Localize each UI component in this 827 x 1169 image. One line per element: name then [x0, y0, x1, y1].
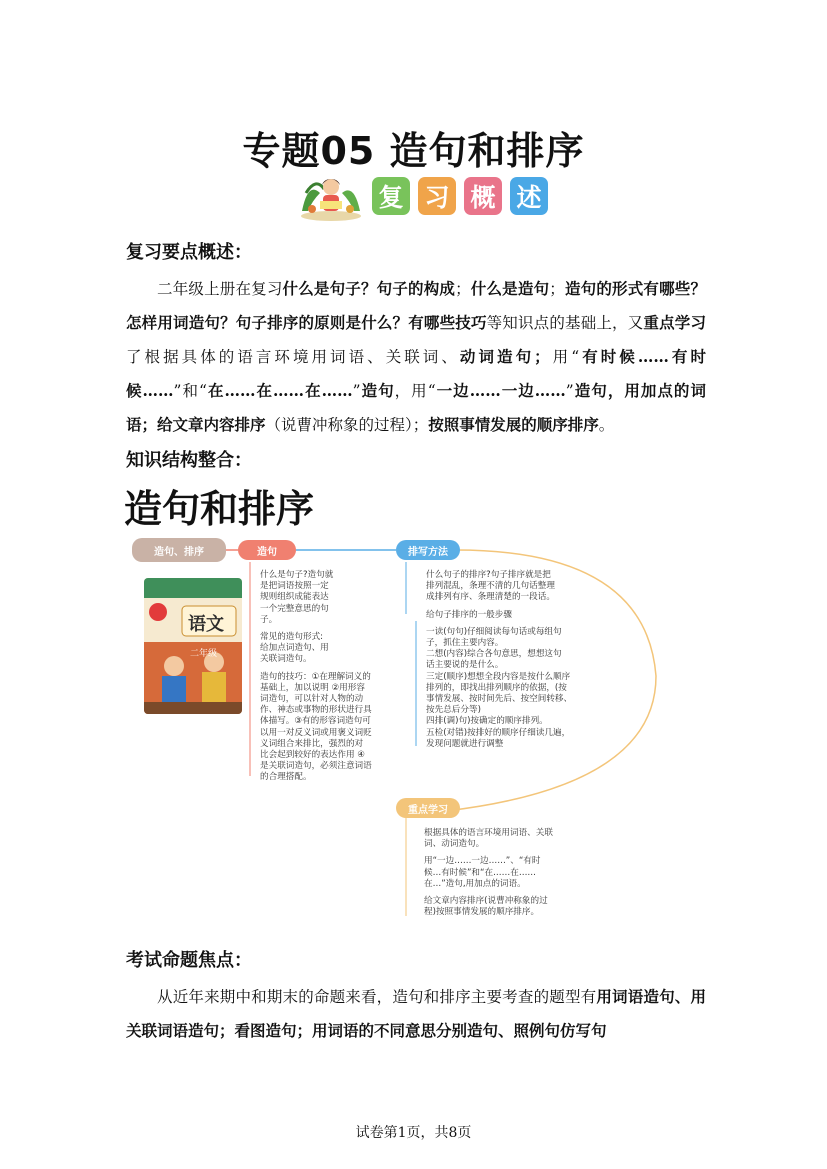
text-segment: 从近年来期中和期末的命题来看，造句和排序主要考查的题型有 [157, 988, 597, 1006]
mindmap-text-line: 义词组合来排比，强烈的对 [260, 738, 364, 749]
mindmap-text-line: 给文章内容排序(说曹冲称象的过 [424, 896, 548, 906]
mindmap-text-line: 什么句子的排序?句子排序就是把 [426, 570, 551, 580]
mindmap-text-line: 给句子排序的一般步骤 [426, 609, 512, 620]
mindmap-text-line: 成排列有序、条理清楚的一段话。 [426, 592, 555, 603]
review-points-paragraph [126, 272, 706, 442]
mindmap-branch-zaoju: 造句 [238, 540, 296, 560]
text-segment: 有时候……有时候…… [126, 347, 706, 400]
mindmap-text-line: 二想(内容)综合各句意思，想想这句 [426, 649, 562, 660]
mindmap-branch-paixie: 排写方法 [396, 540, 460, 560]
mindmap-title: 造句和排序 [124, 487, 315, 531]
mindmap-text-line: 给加点词造句、用 [260, 643, 329, 654]
text-segment: 什么是句子？句子的构成 [282, 279, 456, 298]
text-segment: 按照事情发展的顺序排序 [428, 415, 599, 434]
banner-char-gai: 概 [464, 177, 502, 215]
textbook-cover-title: 语文 [188, 614, 224, 635]
mindmap-text-line: 候…有时候”和“在……在…… [424, 867, 537, 878]
mindmap-text-line: 规则组织成能表达 [260, 592, 329, 603]
text-segment: 了根据具体的语言环境用词语、关联词、 [126, 348, 460, 366]
knowledge-structure-heading: 知识结构整合： [126, 450, 252, 471]
mindmap-text-line: 是把词语按照一定 [260, 581, 329, 592]
review-overview-banner [298, 170, 548, 222]
mindmap-text-line: 作、神态或事物的形状进行具 [260, 705, 372, 716]
text-segment: ” [352, 382, 361, 400]
text-segment: 用词语造句、用关联词语造句；看图造句；用词语的不同意思分别造句、照例句仿写句 [126, 987, 706, 1040]
text-segment: 重点学习 [643, 313, 706, 332]
mindmap-text-line: 造句的技巧：①在理解词义的 [260, 671, 371, 682]
mindmap-text-line: 的合理搭配。 [260, 772, 312, 783]
banner-char-fu: 复 [372, 177, 410, 215]
mindmap-branch-zhongdian: 重点学习 [396, 798, 460, 818]
mindmap-text-line: 比会起到较好的表达作用 ④ [260, 750, 365, 760]
mindmap-text-line: 按先总后分等) [426, 705, 481, 716]
mindmap-text-line: 以用一对反义词或用褒义词贬 [260, 727, 372, 738]
mindmap-text-line: 用“一边……一边……”、“有时 [424, 856, 541, 867]
textbook-cover-image [144, 578, 242, 714]
banner-char-shu: 述 [510, 177, 548, 215]
mindmap-text-line: 话主要说的是什么。 [426, 660, 504, 671]
document-title: 专题05 造句和排序 [242, 129, 585, 173]
page-footer: 试卷第1页，共8页 [355, 1125, 472, 1141]
mindmap-text-line: 五检(对错)按排好的顺序仔细读几遍， [426, 727, 571, 738]
mindmap-text-line: 一个完整意思的句 [260, 603, 329, 614]
mindmap-text-line: 什么是句子?造句就 [260, 570, 334, 580]
text-segment: 在……在……在…… [206, 381, 353, 400]
mindmap-text-line: 在…”造句,用加点的词语。 [424, 878, 526, 889]
mindmap-text-line: 事情发展、按时间先后、按空间转移、 [426, 694, 573, 704]
mindmap-text-line: 子。 [260, 614, 278, 625]
text-segment: 什么是造句 [470, 279, 550, 298]
mindmap-text-line: 四排(调)句)按确定的顺序排列。 [426, 716, 548, 727]
text-segment: 二年级上册在复习 [157, 280, 283, 298]
mindmap-text-line: 程)按照事情发展的顺序排序。 [424, 907, 540, 918]
text-segment: ” [565, 382, 574, 400]
mindmap-text-line: 基础上，加以说明 ②用形容 [260, 682, 365, 693]
mindmap-text-line: 常见的造句形式: [260, 632, 324, 642]
mindmap-text-line: 发现问题就进行调整 [426, 738, 504, 749]
text-segment: 造句，用加点的词语；给文章内容排序 [126, 381, 706, 434]
mindmap-root-node: 造句、排序 [132, 538, 226, 562]
exam-focus-heading: 考试命题焦点： [126, 950, 252, 971]
mindmap-text-line: 根据具体的语言环境用词语、关联 [424, 828, 553, 838]
textbook-grade-label: 二年级 [190, 649, 218, 659]
mindmap-text-line: 是关联词造句，必须注意词语 [260, 761, 372, 772]
text-segment: ； [549, 280, 565, 298]
girl-reading-illustration [298, 171, 364, 221]
mindmap-text-line: 词、动词造句。 [424, 839, 485, 850]
text-segment: 造句 [360, 381, 395, 400]
mindmap-text-line: 排列混乱，条理不清的几句话整理 [426, 581, 555, 592]
text-segment: ，用“ [394, 382, 436, 400]
mindmap-text-line: 子，抓住主要内容。 [426, 638, 504, 648]
text-segment: 动词造句； [459, 347, 550, 366]
text-segment: ； [455, 280, 471, 298]
text-segment: 。 [598, 416, 615, 434]
text-segment: 一边……一边…… [435, 381, 566, 400]
review-points-heading: 复习要点概述： [126, 242, 252, 263]
mindmap-text-line: 体描写。③有的形容词造句可 [260, 716, 371, 727]
text-segment: （说曹冲称象的过程）； [265, 416, 429, 434]
mindmap-text-line: 三定(顺序)想想全段内容是按什么顺序 [426, 671, 571, 682]
mindmap-text-line: 排列的，即找出排列顺序的依据，(按 [426, 682, 567, 693]
knowledge-mindmap [126, 526, 716, 926]
text-segment: 用“ [549, 348, 580, 366]
text-segment: 造句的形式有哪些？怎样用词造句？句子排序的原则是什么？有哪些技巧 [126, 279, 706, 332]
banner-char-xi: 习 [418, 177, 456, 215]
text-segment: ”和“ [173, 382, 207, 400]
exam-focus-paragraph [126, 980, 706, 1048]
mindmap-text-line: 一读(句句)仔细阅读每句话或每组句 [426, 626, 562, 637]
mindmap-text-line: 关联词造句。 [260, 654, 312, 665]
mindmap-text-line: 词造句，可以针对人物的动 [260, 694, 364, 704]
text-segment: 等知识点的基础上，又 [486, 314, 644, 332]
